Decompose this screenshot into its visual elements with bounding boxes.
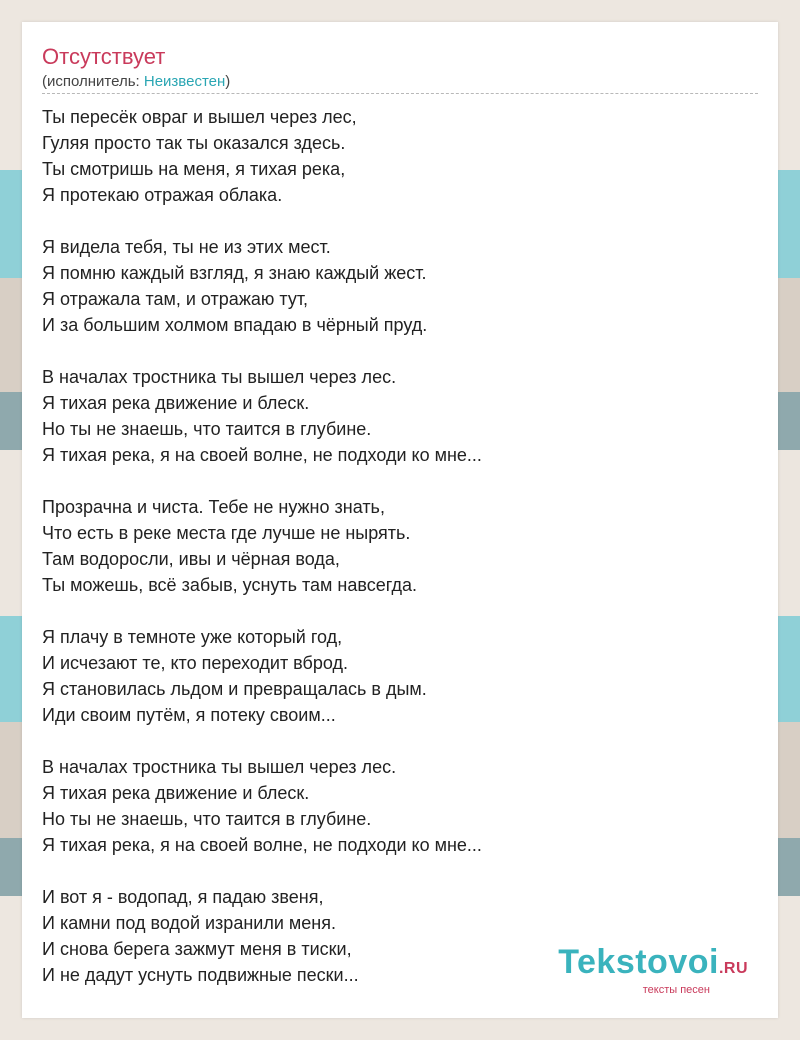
artist-prefix: (исполнитель: <box>42 73 144 90</box>
lyric-line: Я тихая река движение и блеск. <box>42 783 310 803</box>
stanza <box>42 104 482 208</box>
lyric-line: Я тихая река, я на своей волне, не подходи ко мне... <box>42 445 482 465</box>
lyric-line: Я помню каждый взгляд, я знаю каждый жест. <box>42 263 427 283</box>
lyric-line: Что есть в реке места где лучше не нырять. <box>42 523 411 543</box>
lyric-line: Я тихая река, я на своей волне, не подходи ко мне... <box>42 835 482 855</box>
lyric-line: И исчезают те, кто переходит вброд. <box>42 653 348 673</box>
stanza <box>42 494 482 598</box>
lyrics-body <box>42 104 482 1014</box>
artist-suffix: ) <box>225 73 231 90</box>
lyric-line: Ты пересёк овраг и вышел через лес, <box>42 107 357 127</box>
lyric-line: Я отражала там, и отражаю тут, <box>42 289 309 309</box>
song-title: Отсутствует <box>42 44 166 69</box>
stanza <box>42 364 482 468</box>
lyric-line: Ты смотришь на меня, я тихая река, <box>42 159 346 179</box>
lyric-line: Прозрачна и чиста. Тебе не нужно знать, <box>42 497 385 517</box>
lyric-line: Но ты не знаешь, что таится в глубине. <box>42 419 372 439</box>
lyric-line: И не дадут уснуть подвижные пески... <box>42 965 359 985</box>
logo-main-text: Tekstovoi <box>558 943 719 981</box>
lyric-line: Ты можешь, всё забыв, уснуть там навсегда. <box>42 575 418 595</box>
stanza <box>42 884 482 988</box>
lyrics-card <box>22 22 778 1018</box>
lyric-line: И за большим холмом впадаю в чёрный пруд. <box>42 315 428 335</box>
lyric-line: И камни под водой изранили меня. <box>42 913 336 933</box>
lyric-line: Я плачу в темноте уже который год, <box>42 627 343 647</box>
lyric-line: Я тихая река движение и блеск. <box>42 393 310 413</box>
lyric-line: Гуляя просто так ты оказался здесь. <box>42 133 346 153</box>
site-logo[interactable] <box>558 945 748 996</box>
logo-suffix: .RU <box>718 960 748 977</box>
lyric-line: Я становилась льдом и превращалась в дым. <box>42 679 427 699</box>
lyric-line: Я протекаю отражая облака. <box>42 185 283 205</box>
lyric-line: И снова берега зажмут меня в тиски, <box>42 939 352 959</box>
artist-link[interactable]: Неизвестен <box>143 73 226 90</box>
lyric-line: Там водоросли, ивы и чёрная вода, <box>42 549 340 569</box>
logo-tagline: тексты песен <box>642 984 710 996</box>
stanza <box>42 234 482 338</box>
lyric-line: Но ты не знаешь, что таится в глубине. <box>42 809 372 829</box>
divider <box>42 93 758 94</box>
lyric-line: Иди своим путём, я потеку своим... <box>42 705 336 725</box>
lyric-line: В началах тростника ты вышел через лес. <box>42 757 397 777</box>
lyric-line: Я видела тебя, ты не из этих мест. <box>42 237 331 257</box>
artist-line <box>42 73 230 90</box>
stanza <box>42 754 482 858</box>
lyric-line: И вот я - водопад, я падаю звеня, <box>42 887 324 907</box>
stanza <box>42 624 482 728</box>
lyric-line: В началах тростника ты вышел через лес. <box>42 367 397 387</box>
